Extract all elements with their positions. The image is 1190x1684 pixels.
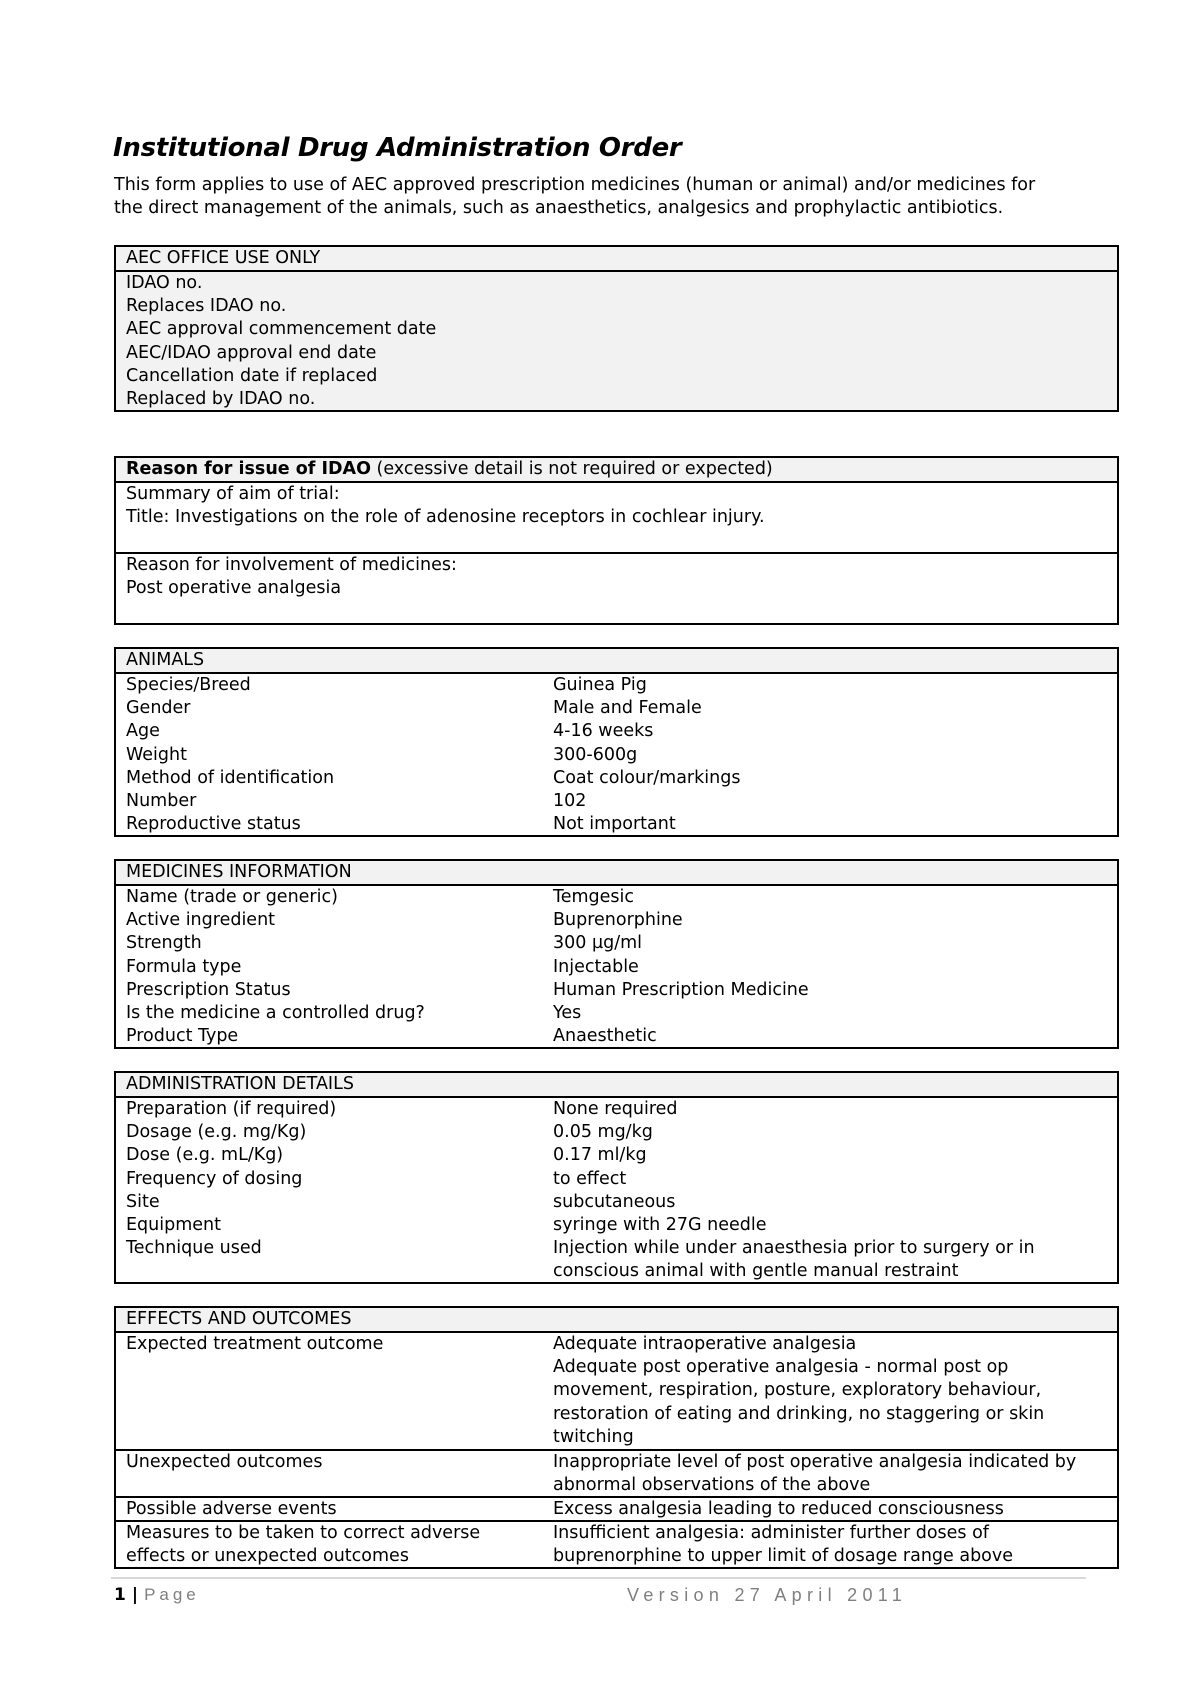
table-row bbox=[126, 1191, 1117, 1214]
administration-heading: ADMINISTRATION DETAILS bbox=[116, 1073, 1117, 1098]
table-row bbox=[126, 697, 1117, 720]
row-value: Insufficient analgesia: administer further doses of buprenorphine to upper limit of dosage range above bbox=[553, 1523, 1014, 1567]
value-line: Adequate post operative analgesia - normal post op movement, respiration, posture, exploratory behaviour, restoration of eating and drinking, no staggering or skin twitching bbox=[553, 1357, 1045, 1447]
table-row bbox=[116, 1496, 1117, 1520]
reason-heading bbox=[116, 458, 1117, 483]
aec-field-cancellation-date[interactable] bbox=[126, 365, 1117, 388]
field-label: AEC/IDAO approval end date bbox=[126, 342, 377, 363]
table-row bbox=[116, 1333, 1117, 1449]
value-line: Adequate intraoperative analgesia bbox=[553, 1334, 857, 1354]
row-label: Age bbox=[126, 721, 160, 742]
table-row bbox=[126, 1121, 1117, 1144]
row-label: Expected treatment outcome bbox=[126, 1334, 384, 1354]
field-value[interactable] bbox=[553, 295, 1117, 318]
field-value[interactable] bbox=[553, 272, 1117, 295]
row-label: Site bbox=[126, 1191, 160, 1212]
row-label: Active ingredient bbox=[126, 910, 276, 931]
row-value: 102 bbox=[553, 791, 587, 812]
table-row bbox=[126, 790, 1117, 813]
intro-line: This form applies to use of AEC approved prescription medicines (human or animal) and/or medicines for bbox=[114, 175, 1036, 195]
row-value: Coat colour/markings bbox=[553, 767, 741, 788]
aec-field-idao-no[interactable] bbox=[126, 272, 1117, 295]
table-row bbox=[126, 767, 1117, 790]
field-label: Replaces IDAO no. bbox=[126, 296, 287, 317]
table-row bbox=[126, 744, 1117, 767]
row-label: Reproductive status bbox=[126, 814, 301, 835]
field-value[interactable] bbox=[553, 388, 1117, 411]
aec-office-section bbox=[114, 245, 1119, 412]
row-label: Preparation (if required) bbox=[126, 1099, 337, 1119]
administration-section bbox=[114, 1071, 1119, 1284]
row-label: Method of identification bbox=[126, 767, 335, 788]
table-row bbox=[126, 1237, 1117, 1283]
intro-text bbox=[114, 174, 1124, 220]
reason-heading-bold: Reason for issue of IDAO bbox=[126, 459, 371, 479]
table-row bbox=[126, 1214, 1117, 1237]
field-value[interactable] bbox=[553, 318, 1117, 341]
row-label: Strength bbox=[126, 933, 202, 954]
row-value: 0.05 mg/kg bbox=[553, 1122, 653, 1143]
aec-field-replaces-idao[interactable] bbox=[126, 295, 1117, 318]
row-label: Dosage (e.g. mg/Kg) bbox=[126, 1122, 307, 1143]
involvement-cell[interactable] bbox=[116, 552, 1117, 622]
table-row bbox=[126, 1098, 1117, 1121]
row-value: to effect bbox=[553, 1168, 627, 1189]
row-value: 300 µg/ml bbox=[553, 933, 643, 954]
footer-divider bbox=[111, 1577, 1086, 1579]
row-label: Prescription Status bbox=[126, 979, 291, 1000]
row-label: Species/Breed bbox=[126, 675, 251, 695]
page-footer bbox=[114, 1584, 200, 1606]
table-row bbox=[126, 909, 1117, 932]
row-value: syringe with 27G needle bbox=[553, 1215, 767, 1236]
aec-field-commencement-date[interactable] bbox=[126, 318, 1117, 341]
intro-line: the direct management of the animals, such as anaesthetics, analgesics and prophylactic antibiotics. bbox=[114, 198, 1004, 218]
row-label: Measures to be taken to correct adverse effects or unexpected outcomes bbox=[126, 1523, 481, 1567]
summary-cell[interactable] bbox=[116, 483, 1117, 552]
row-label: Product Type bbox=[126, 1026, 239, 1047]
row-value: Human Prescription Medicine bbox=[553, 979, 809, 1000]
aec-field-end-date[interactable] bbox=[126, 342, 1117, 365]
reason-section bbox=[114, 456, 1119, 625]
field-label: AEC approval commencement date bbox=[126, 319, 437, 340]
row-value: Excess analgesia leading to reduced consciousness bbox=[553, 1499, 1004, 1519]
row-value: Anaesthetic bbox=[553, 1026, 657, 1047]
table-row bbox=[126, 674, 1117, 697]
row-label: Name (trade or generic) bbox=[126, 887, 338, 907]
table-row bbox=[126, 1025, 1117, 1048]
row-value: Male and Female bbox=[553, 698, 702, 719]
page-separator: | bbox=[131, 1585, 139, 1605]
field-value[interactable] bbox=[553, 342, 1117, 365]
row-label: Gender bbox=[126, 698, 191, 719]
row-value: Inappropriate level of post operative analgesia indicated by abnormal observations of the above bbox=[553, 1452, 1077, 1496]
field-label: Cancellation date if replaced bbox=[126, 365, 378, 386]
field-label: IDAO no. bbox=[126, 273, 203, 293]
table-row bbox=[126, 956, 1117, 979]
summary-label: Summary of aim of trial: bbox=[126, 484, 340, 504]
table-row bbox=[126, 1002, 1117, 1025]
row-value: 4-16 weeks bbox=[553, 721, 654, 742]
aec-office-heading: AEC OFFICE USE ONLY bbox=[116, 247, 1117, 272]
page-word: Page bbox=[144, 1585, 200, 1604]
row-value: 0.17 ml/kg bbox=[553, 1145, 647, 1166]
animals-section bbox=[114, 647, 1119, 837]
row-label: Possible adverse events bbox=[126, 1499, 337, 1519]
row-label: Weight bbox=[126, 744, 187, 765]
row-value: 300-600g bbox=[553, 744, 638, 765]
row-value: Buprenorphine bbox=[553, 910, 683, 931]
table-row bbox=[126, 1168, 1117, 1191]
row-value: Guinea Pig bbox=[553, 675, 647, 695]
row-label: Unexpected outcomes bbox=[126, 1452, 323, 1472]
table-row bbox=[116, 1449, 1117, 1496]
involvement-text: Post operative analgesia bbox=[126, 578, 342, 599]
effects-heading: EFFECTS AND OUTCOMES bbox=[116, 1308, 1117, 1333]
row-label: Frequency of dosing bbox=[126, 1168, 303, 1189]
row-label: Technique used bbox=[126, 1238, 262, 1259]
summary-text: Title: Investigations on the role of adenosine receptors in cochlear injury. bbox=[126, 507, 765, 528]
table-row bbox=[126, 979, 1117, 1002]
table-row bbox=[126, 886, 1117, 909]
effects-section bbox=[114, 1306, 1119, 1569]
page-title: Institutional Drug Administration Order bbox=[113, 133, 682, 163]
row-value: Not important bbox=[553, 814, 676, 835]
table-row bbox=[126, 720, 1117, 743]
table-row bbox=[126, 932, 1117, 955]
reason-heading-note: (excessive detail is not required or expected) bbox=[370, 459, 773, 479]
field-label: Replaced by IDAO no. bbox=[126, 389, 316, 410]
row-label: Dose (e.g. mL/Kg) bbox=[126, 1145, 284, 1166]
row-label: Formula type bbox=[126, 956, 242, 977]
row-value: Temgesic bbox=[553, 887, 635, 907]
row-value: subcutaneous bbox=[553, 1191, 676, 1212]
row-value: Injectable bbox=[553, 956, 639, 977]
page-number: 1 bbox=[114, 1585, 126, 1605]
medicines-heading: MEDICINES INFORMATION bbox=[116, 861, 1117, 886]
animals-heading: ANIMALS bbox=[116, 649, 1117, 674]
row-value: None required bbox=[553, 1099, 678, 1119]
row-label: Equipment bbox=[126, 1215, 221, 1236]
field-value[interactable] bbox=[553, 365, 1117, 388]
row-value: Yes bbox=[553, 1003, 582, 1024]
row-label: Is the medicine a controlled drug? bbox=[126, 1003, 425, 1024]
medicines-section bbox=[114, 859, 1119, 1049]
involvement-label: Reason for involvement of medicines: bbox=[126, 555, 457, 575]
table-row bbox=[116, 1520, 1117, 1568]
table-row bbox=[126, 813, 1117, 836]
version-label: Version 27 April 2011 bbox=[627, 1585, 908, 1605]
table-row bbox=[126, 1144, 1117, 1167]
row-label: Number bbox=[126, 791, 197, 812]
row-value bbox=[553, 1333, 1117, 1449]
aec-field-replaced-by[interactable] bbox=[126, 388, 1117, 411]
row-value: Injection while under anaesthesia prior to surgery or in conscious animal with gentle manual restraint bbox=[553, 1238, 1035, 1282]
